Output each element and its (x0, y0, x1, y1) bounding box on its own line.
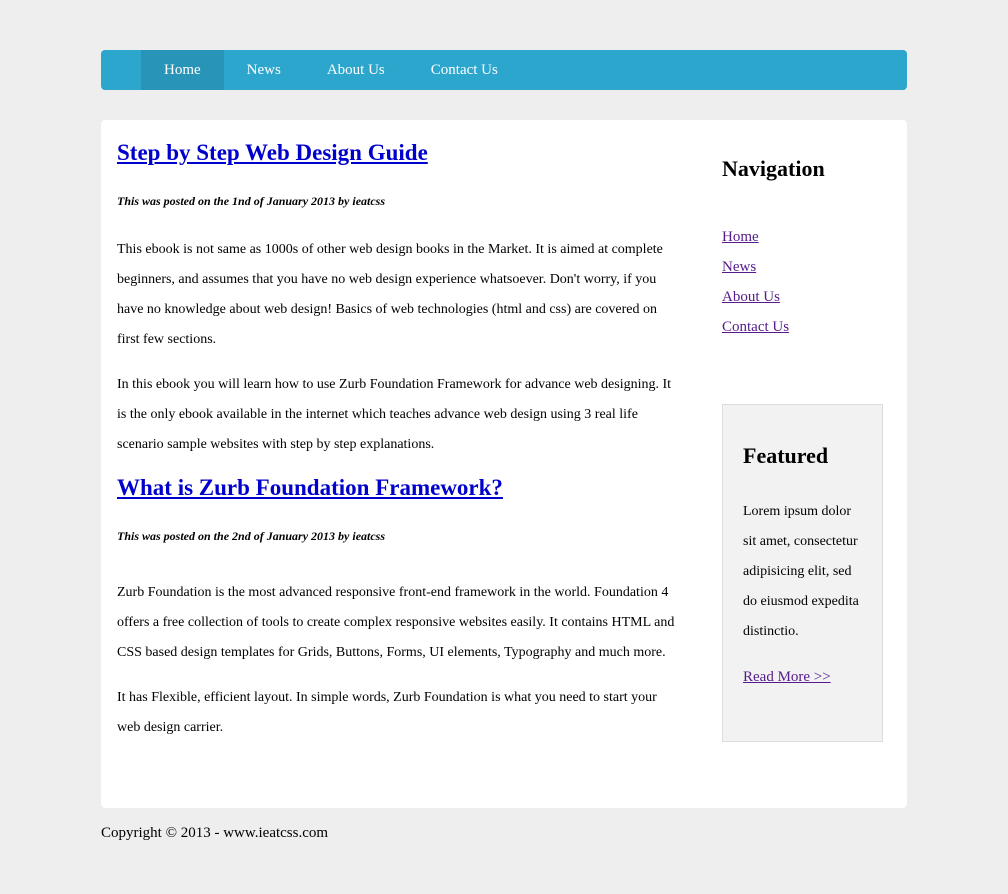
post-paragraph: Zurb Foundation is the most advanced responsive front-end framework in the world. Foundation 4 offers a free collection of tools to create complex responsive websites easily. It contains HTML and CSS based design templates for Grids, Buttons, Forms, UI elements, Typography and much more. (117, 585, 675, 660)
footer-copyright: Copyright © 2013 - www.ieatcss.com (101, 825, 329, 841)
read-more-link[interactable]: Read More >> (743, 669, 831, 685)
post-title-link[interactable]: Step by Step Web Design Guide (117, 140, 428, 165)
content-panel (101, 120, 907, 808)
featured-box (722, 404, 883, 742)
post-meta: This was posted on the 1nd of January 2013 by ieatcss (117, 194, 386, 208)
top-navigation (101, 50, 907, 90)
featured-text: Lorem ipsum dolor sit amet, consectetur adipisicing elit, sed do eiusmod expedita distinctio. (743, 504, 859, 639)
post-meta: This was posted on the 2nd of January 2013 by ieatcss (117, 529, 386, 543)
main-column (117, 140, 682, 758)
post-title (117, 475, 682, 501)
sidebar-nav-title: Navigation (722, 156, 825, 181)
sidebar-nav-list (722, 222, 883, 342)
post-paragraph: This ebook is not same as 1000s of other web design books in the Market. It is aimed at complete beginners, and assumes that you have no web design experience whatsoever. Don't worry, if you have no knowledge about web design! Basics of web technologies (html and css) are covered on first few sections. (117, 242, 663, 347)
nav-home[interactable]: Home (141, 50, 224, 90)
sidebar-link-about-us[interactable]: About Us (722, 289, 780, 305)
sidebar-link-home[interactable]: Home (722, 229, 759, 245)
nav-news[interactable]: News (246, 62, 281, 78)
post-title (117, 140, 682, 166)
post (117, 140, 682, 460)
post-paragraph: It has Flexible, efficient layout. In simple words, Zurb Foundation is what you need to start your web design carrier. (117, 690, 657, 735)
nav-about-us[interactable]: About Us (326, 62, 385, 78)
post-paragraph: In this ebook you will learn how to use Zurb Foundation Framework for advance web designing. It is the only ebook available in the internet which teaches advance web design using 3 real life scenario sample websites with step by step explanations. (117, 377, 672, 452)
sidebar-link-contact-us[interactable]: Contact Us (722, 319, 790, 335)
post-title-link[interactable]: What is Zurb Foundation Framework? (117, 475, 503, 500)
post (117, 475, 682, 743)
featured-title: Featured (743, 443, 829, 468)
sidebar-link-news[interactable]: News (722, 259, 757, 275)
nav-contact-us[interactable]: Contact Us (430, 62, 498, 78)
sidebar (722, 156, 883, 742)
